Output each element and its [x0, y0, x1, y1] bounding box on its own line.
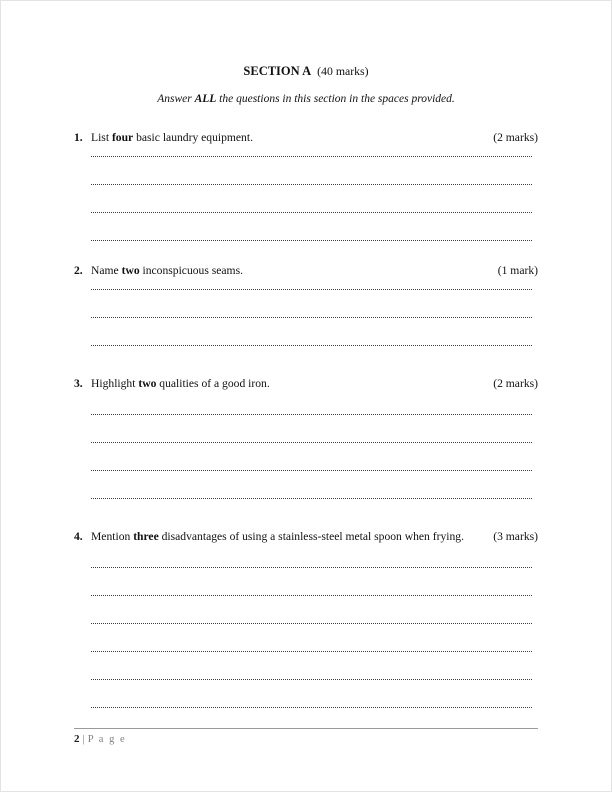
question-3-text-post: qualities of a good iron. [156, 377, 270, 390]
answer-line [91, 471, 532, 499]
question-2-text-pre: Name [91, 264, 122, 277]
answer-line [91, 157, 532, 185]
question-3-row [74, 376, 538, 391]
footer-separator: | [82, 733, 85, 745]
question-4-row [74, 529, 538, 544]
question-3-marks: (2 marks) [493, 377, 538, 390]
footer-page-label: P a g e [87, 734, 127, 745]
question-2-text [91, 263, 492, 278]
question-4-number: 4. [74, 530, 83, 543]
question-1 [74, 130, 538, 241]
answer-line [91, 318, 532, 346]
question-4-text-pre: Mention [91, 530, 134, 543]
question-3-number: 3. [74, 377, 83, 390]
question-2-text-bold: two [121, 264, 140, 277]
section-title-text: SECTION A [243, 64, 312, 78]
question-1-answer-lines [91, 129, 532, 241]
question-4-answer-lines [91, 540, 532, 708]
answer-line [91, 596, 532, 624]
question-4-text-bold: three [133, 530, 159, 543]
question-3-text-pre: Highlight [91, 377, 139, 390]
question-4 [74, 529, 538, 708]
question-1-number: 1. [74, 131, 83, 144]
question-1-row [74, 130, 538, 145]
section-title [74, 63, 538, 79]
question-1-text [91, 130, 487, 145]
answer-line [91, 290, 532, 318]
answer-line [91, 624, 532, 652]
footer-page-number: 2 [74, 733, 80, 745]
answer-line [91, 185, 532, 213]
answer-line [91, 213, 532, 241]
question-4-text [91, 529, 487, 544]
question-2-number: 2. [74, 264, 83, 277]
instruction-post: the questions in this section in the spaces provided. [216, 93, 455, 105]
answer-line [91, 387, 532, 415]
question-1-text-pre: List [91, 131, 112, 144]
question-3-text [91, 376, 487, 391]
answer-line [91, 443, 532, 471]
instruction-pre: Answer [157, 93, 195, 105]
question-2 [74, 263, 538, 346]
answer-line [91, 652, 532, 680]
page-footer [74, 728, 538, 747]
instruction-line [74, 92, 538, 106]
answer-line [91, 680, 532, 708]
question-4-marks: (3 marks) [493, 530, 538, 543]
question-3 [74, 376, 538, 499]
answer-line [91, 540, 532, 568]
question-1-text-bold: four [111, 131, 134, 144]
question-2-row [74, 263, 538, 278]
question-1-marks: (2 marks) [493, 131, 538, 144]
answer-line [91, 415, 532, 443]
answer-line [91, 568, 532, 596]
question-2-marks: (1 mark) [497, 264, 538, 277]
question-3-text-bold: two [138, 377, 157, 390]
question-1-text-post: basic laundry equipment. [133, 131, 253, 144]
question-3-answer-lines [91, 387, 532, 499]
section-marks: (40 marks) [317, 64, 369, 78]
question-4-text-post: disadvantages of using a stainless-steel metal spoon when frying. [158, 530, 464, 543]
instruction-bold: ALL [194, 93, 217, 105]
question-2-text-post: inconspicuous seams. [139, 264, 243, 277]
